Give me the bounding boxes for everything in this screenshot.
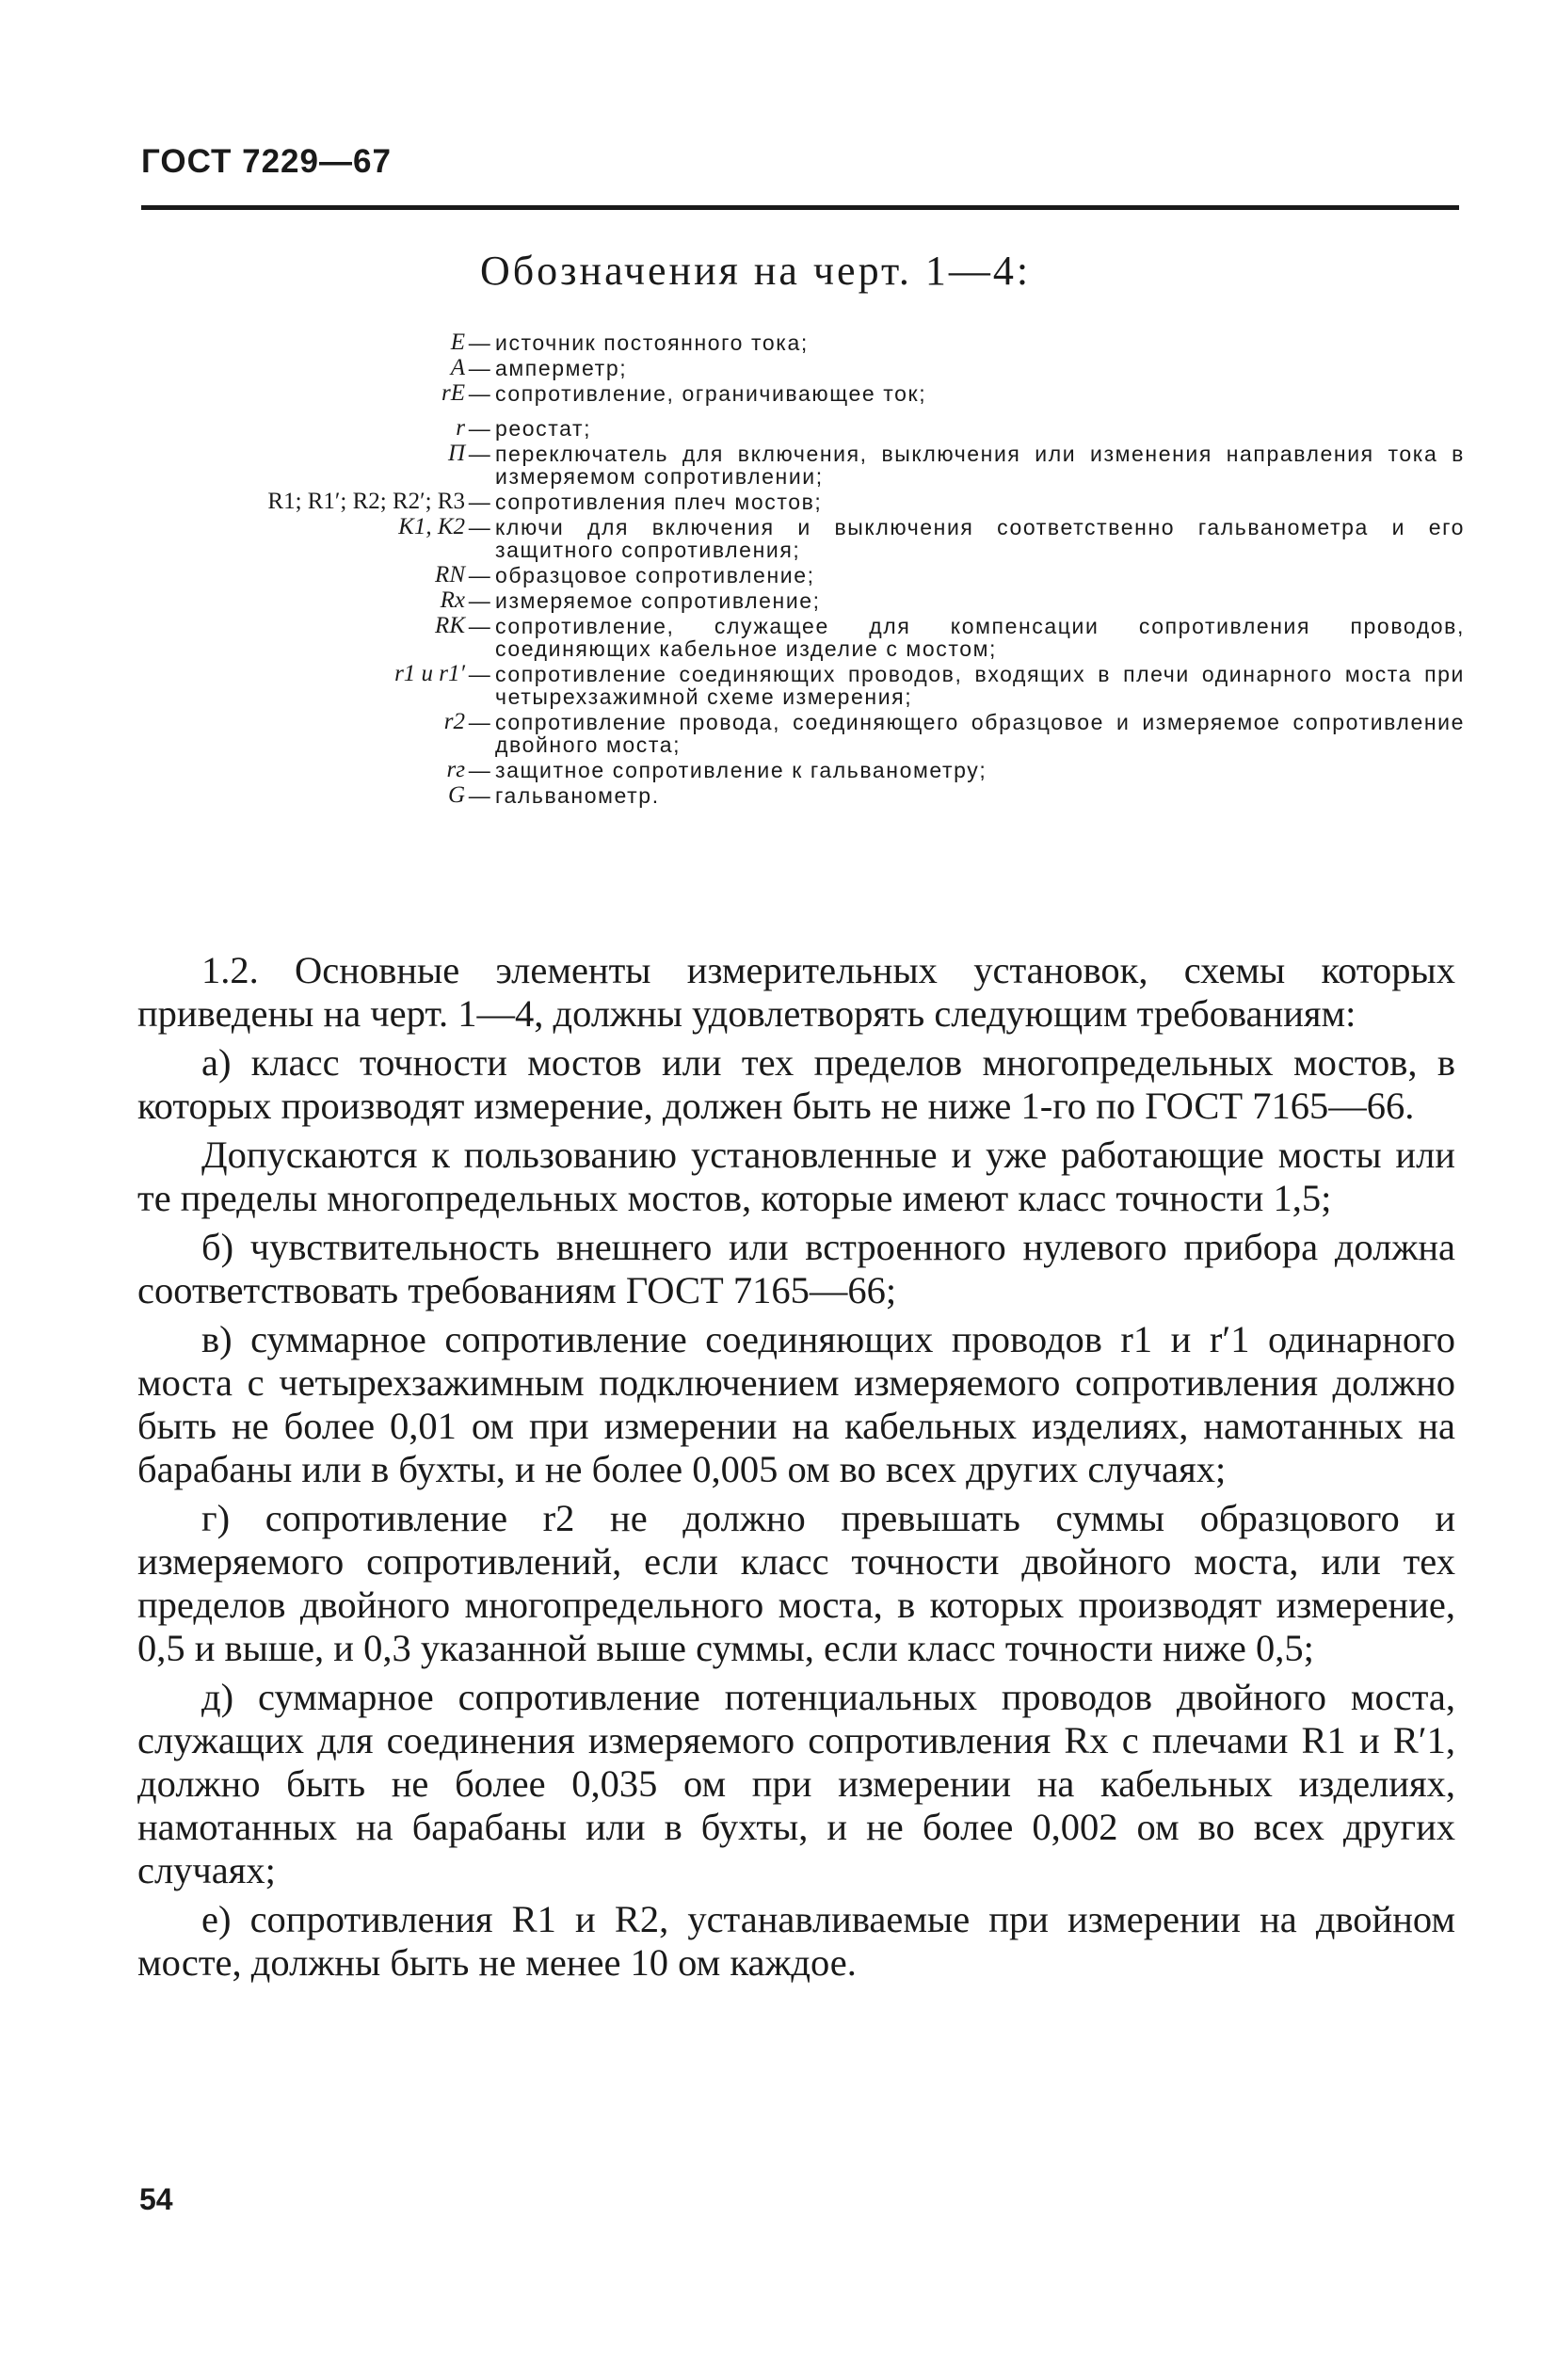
legend-item xyxy=(0,490,1557,513)
legend-dash: — xyxy=(468,758,492,782)
requirement-v: в) суммарное сопротивление соединяющих проводов r1 и r′1 одинарного моста с четырехзажимным подключением измеряемого сопротивления должно быть не более 0,01 ом при измерении на кабельных изделиях, намотанных на барабаны или в бухты, и не более 0,005 ом во всех других случаях; xyxy=(137,1318,1455,1490)
legend-description: источник постоянного тока; xyxy=(495,330,809,355)
legend-description: амперметр; xyxy=(495,356,628,380)
main-text xyxy=(137,949,1455,1990)
legend-description: ключи для включения и выключения соответственно гальванометра и его защитного сопротивления; xyxy=(495,515,1465,562)
legend-description: гальванометр. xyxy=(495,783,660,808)
legend-list xyxy=(0,331,1557,810)
legend-dash: — xyxy=(468,490,492,514)
legend-dash: — xyxy=(468,356,492,380)
legend-dash: — xyxy=(468,330,492,355)
legend-dash: — xyxy=(468,783,492,808)
requirement-a: а) класс точности мостов или тех пределов многопредельных мостов, в которых производят измерение, должен быть не ниже 1-го по ГОСТ 7165—66. xyxy=(137,1041,1455,1127)
legend-description: сопротивление, служащее для компенсации сопротивления проводов, соединяющих кабельное изделие с мостом; xyxy=(495,614,1465,661)
legend-symbol: Rx xyxy=(440,587,465,613)
legend-dash: — xyxy=(468,614,492,638)
legend-symbol: A xyxy=(450,355,465,380)
legend-symbol: E xyxy=(450,330,465,355)
legend-description: образцовое сопротивление; xyxy=(495,563,815,587)
legend-title: Обозначения на черт. 1—4: xyxy=(480,248,1032,294)
legend-item xyxy=(0,442,1557,488)
legend-symbol: r2 xyxy=(443,709,465,734)
legend-symbol: RK xyxy=(435,613,465,638)
legend-dash: — xyxy=(468,381,492,406)
legend-item xyxy=(0,615,1557,660)
legend-item xyxy=(0,564,1557,587)
legend-item xyxy=(0,417,1557,440)
header-divider xyxy=(141,205,1459,210)
legend-dash: — xyxy=(468,416,492,441)
page-number: 54 xyxy=(139,2182,173,2216)
legend-dash: — xyxy=(468,710,492,734)
legend-dash: — xyxy=(468,442,492,466)
legend-symbol: RN xyxy=(435,562,465,587)
legend-description: измеряемое сопротивление; xyxy=(495,588,821,613)
paragraph-permitted: Допускаются к пользованию установленные и уже работающие мосты или те пределы многопредельных мостов, которые имеют класс точности 1,5; xyxy=(137,1134,1455,1219)
legend-description: сопротивление соединяющих проводов, входящих в плечи одинарного моста при четырехзажимной схеме измерения; xyxy=(495,662,1465,709)
legend-item xyxy=(0,331,1557,354)
legend-description: сопротивление, ограничивающее ток; xyxy=(495,381,927,406)
legend-dash: — xyxy=(468,515,492,539)
paragraph-1-2: 1.2. Основные элементы измерительных установок, схемы которых приведены на черт. 1—4, должны удовлетворять следующим требованиям: xyxy=(137,949,1455,1035)
legend-symbol: R1; R1′; R2; R2′; R3 xyxy=(267,489,465,514)
legend-symbol: r1 и r1′ xyxy=(394,661,465,686)
legend-description: переключатель для включения, выключения или изменения направления тока в измеряемом сопротивлении; xyxy=(495,442,1465,489)
legend-dash: — xyxy=(468,662,492,686)
legend-description: реостат; xyxy=(495,416,592,441)
legend-dash: — xyxy=(468,588,492,613)
legend-item xyxy=(0,759,1557,781)
legend-symbol: r xyxy=(456,415,465,441)
legend-description: защитное сопротивление к гальванометру; xyxy=(495,758,987,782)
requirement-b: б) чувствительность внешнего или встроенного нулевого прибора должна соответствовать требованиям ГОСТ 7165—66; xyxy=(137,1226,1455,1311)
legend-symbol: П xyxy=(447,441,465,466)
legend-symbol: K1, K2 xyxy=(398,514,465,539)
legend-description: сопротивления плеч мостов; xyxy=(495,490,823,514)
legend-item xyxy=(0,663,1557,708)
requirement-g: г) сопротивление r2 не должно превышать суммы образцового и измеряемого сопротивлений, если класс точности двойного моста, или тех пределов двойного многопредельного моста, в которых производят измерение, 0,5 и выше, и 0,3 указанной выше суммы, если класс точности ниже 0,5; xyxy=(137,1497,1455,1669)
legend-item xyxy=(0,711,1557,756)
legend-symbol: rE xyxy=(441,380,465,406)
legend-item xyxy=(0,516,1557,561)
requirement-d: д) суммарное сопротивление потенциальных проводов двойного моста, служащих для соединения измеряемого сопротивления Rx с плечами R1 и R′1, должно быть не более 0,035 ом при измерении на кабельных изделиях, намотанных на барабаны или в бухты, и не более 0,002 ом во всех других случаях; xyxy=(137,1676,1455,1891)
legend-item xyxy=(0,784,1557,807)
legend-item xyxy=(0,589,1557,612)
document-code: ГОСТ 7229—67 xyxy=(141,143,392,180)
legend-symbol: G xyxy=(447,782,465,808)
legend-symbol: rг xyxy=(446,757,465,782)
legend-item xyxy=(0,357,1557,379)
legend-item xyxy=(0,382,1557,405)
legend-description: сопротивление провода, соединяющего образцовое и измеряемое сопротивление двойного моста; xyxy=(495,710,1465,757)
legend-dash: — xyxy=(468,563,492,587)
requirement-e: е) сопротивления R1 и R2, устанавливаемые при измерении на двойном мосте, должны быть не менее 10 ом каждое. xyxy=(137,1898,1455,1984)
